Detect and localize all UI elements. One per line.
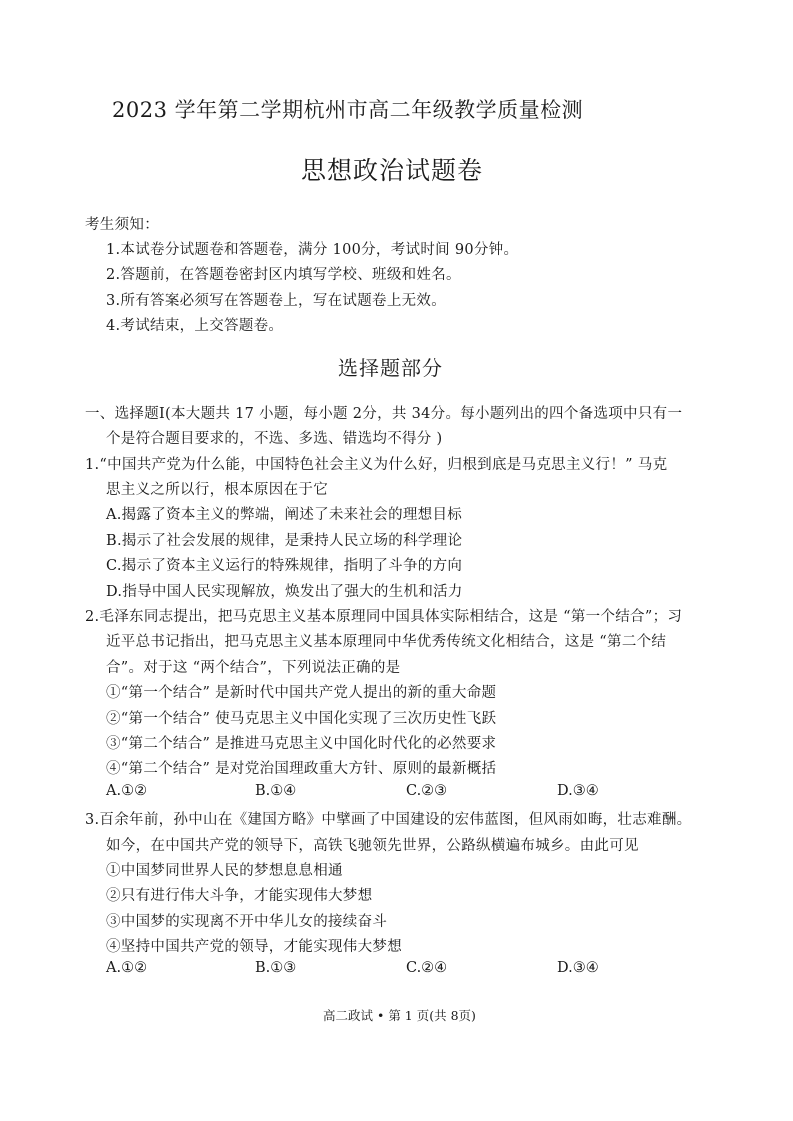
section-title: 选择题部分 <box>338 356 443 380</box>
exam-title: 2023 学年第二学期杭州市高二年级教学质量检测 <box>112 98 584 122</box>
question-2-statement: ①“第一个结合” 是新时代中国共产党人提出的新的重大命题 <box>106 685 497 701</box>
notice-item: 2.答题前，在答题卷密封区内填写学校、班级和姓名。 <box>106 267 461 283</box>
question-2-stem: 2.毛泽东同志提出，把马克思主义基本原理同中国具体实际相结合，这是 “第一个结合”；习 <box>85 609 683 625</box>
part-instructions: 个是符合题目要求的，不选、多选、错选均不得分 ) <box>106 431 443 447</box>
question-3-choice: A.①② <box>106 960 148 976</box>
question-2-statement: ②“第一个结合” 使马克思主义中国化实现了三次历史性飞跃 <box>106 711 497 727</box>
notice-item: 4.考试结束，上交答题卷。 <box>106 318 284 334</box>
question-1-stem: 思主义之所以行，根本原因在于它 <box>106 482 328 498</box>
question-2-choice: B.①④ <box>255 783 297 799</box>
question-2-choice: D.③④ <box>557 783 599 799</box>
question-3-statement: ②只有进行伟大斗争，才能实现伟大梦想 <box>106 888 373 904</box>
notice-item: 1.本试卷分试题卷和答题卷，满分 100分，考试时间 90分钟。 <box>106 242 519 258</box>
question-2-statement: ④“第二个结合” 是对党治国理政重大方针、原则的最新概括 <box>106 761 497 777</box>
question-3-statement: ④坚持中国共产党的领导，才能实现伟大梦想 <box>106 939 402 955</box>
question-3-statement: ①中国梦同世界人民的梦想息息相通 <box>106 863 343 879</box>
question-1-option: B.揭示了社会发展的规律，是秉持人民立场的科学理论 <box>106 533 463 549</box>
question-1-stem: 1.“中国共产党为什么能，中国特色社会主义为什么好，归根到底是马克思主义行！” 马克 <box>85 457 668 473</box>
question-1-option: A.揭露了资本主义的弊端，阐述了未来社会的理想目标 <box>106 507 463 523</box>
question-1-option: D.指导中国人民实现解放，焕发出了强大的生机和活力 <box>106 584 463 600</box>
question-3-stem: 如今，在中国共产党的领导下，高铁飞驰领先世界，公路纵横遍布城乡。由此可见 <box>106 838 639 854</box>
subject-title: 思想政治试题卷 <box>301 156 484 185</box>
question-2-choice: A.①② <box>106 783 148 799</box>
question-2-choice: C.②③ <box>406 783 448 799</box>
question-1-option: C.揭示了资本主义运行的特殊规律，指明了斗争的方向 <box>106 558 463 574</box>
question-2-statement: ③“第二个结合” 是推进马克思主义中国化时代化的必然要求 <box>106 736 497 752</box>
page-footer: 高二政试 • 第 1 页(共 8页) <box>323 1008 476 1023</box>
notice-heading: 考生须知： <box>85 217 159 233</box>
question-2-stem: 近平总书记指出，把马克思主义基本原理同中华优秀传统文化相结合，这是 “第二个结 <box>106 634 667 650</box>
question-2-stem: 合”。对于这 “两个结合”，下列说法正确的是 <box>106 660 401 676</box>
question-3-statement: ③中国梦的实现离不开中华儿女的接续奋斗 <box>106 914 388 930</box>
question-3-choice: B.①③ <box>255 960 297 976</box>
part-instructions: 一、选择题Ⅰ(本大题共 17 小题，每小题 2分，共 34分。每小题列出的四个备选项中只有一 <box>85 406 683 422</box>
notice-item: 3.所有答案必须写在答题卷上，写在试题卷上无效。 <box>106 293 447 309</box>
question-3-choice: C.②④ <box>406 960 448 976</box>
question-3-stem: 3.百余年前，孙中山在《建国方略》中擘画了中国建设的宏伟蓝图，但风雨如晦，壮志难酬。 <box>85 812 692 828</box>
question-3-choice: D.③④ <box>557 960 599 976</box>
